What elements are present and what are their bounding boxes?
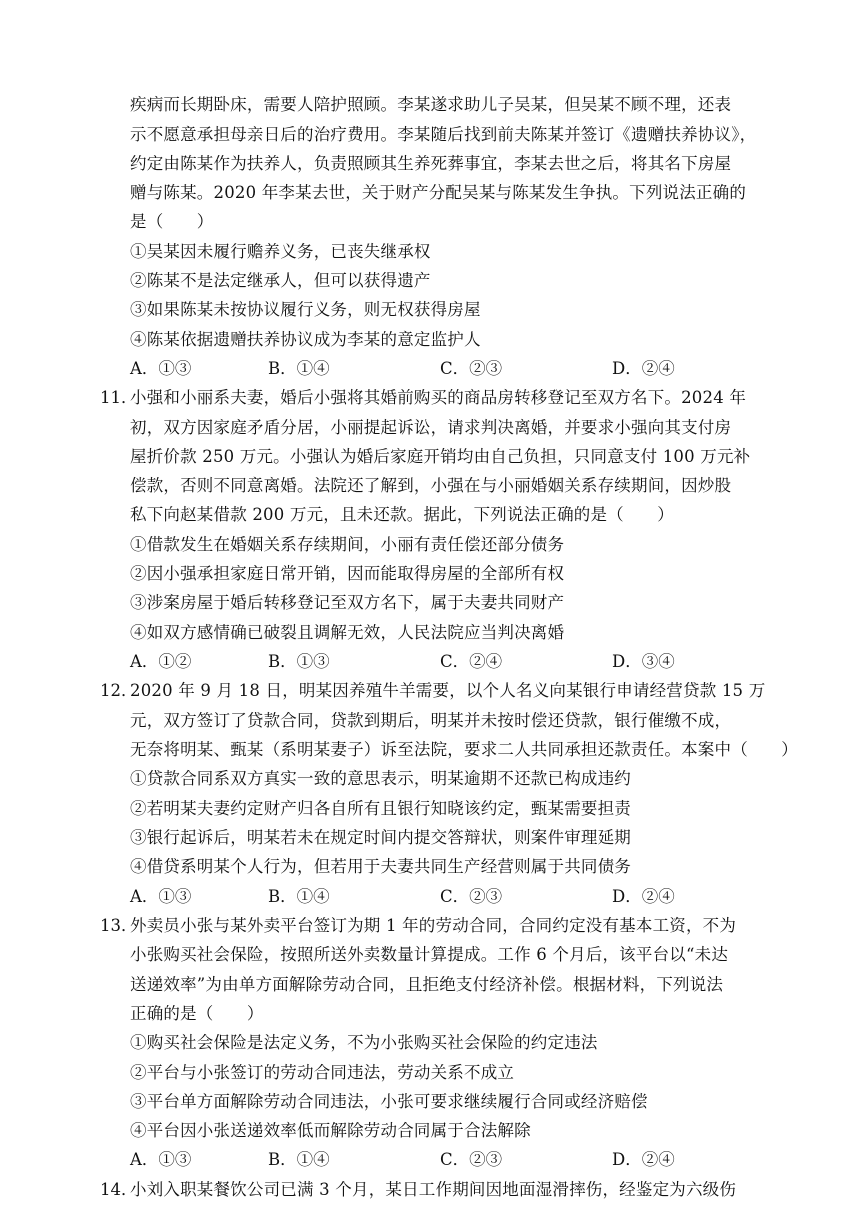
q10-statement-3: ③如果陈某未按协议履行义务，则无权获得房屋 bbox=[130, 300, 481, 319]
q11-stem-line-5: 私下向赵某借款 200 万元，且未还款。据此，下列说法正确的是（ ） bbox=[130, 505, 674, 524]
q11-stem-line-2: 初，双方因家庭矛盾分居，小丽提起诉讼，请求判决离婚，并要求小强向其支付房 bbox=[130, 418, 732, 437]
q11-option-c: C．②④ bbox=[440, 652, 503, 671]
q14-stem-line-1: 小刘入职某餐饮公司已满 3 个月，某日工作期间因地面湿滑摔伤，经鉴定为六级伤 bbox=[130, 1180, 737, 1199]
q12-statement-3: ③银行起诉后，明某若未在规定时间内提交答辩状，则案件审理延期 bbox=[130, 828, 631, 847]
q13-options bbox=[130, 1150, 690, 1170]
q12-stem-line-2: 元，双方签订了贷款合同，贷款到期后，明某并未按时偿还贷款，银行催缴不成， bbox=[130, 711, 732, 730]
q13-statement-4: ④平台因小张送递效率低而解除劳动合同属于合法解除 bbox=[130, 1121, 531, 1140]
q11-options bbox=[130, 652, 690, 672]
q12-statement-2: ②若明某夫妻约定财产归各自所有且银行知晓该约定，甄某需要担责 bbox=[130, 799, 631, 818]
q12-option-c: C．②③ bbox=[440, 887, 503, 906]
q10-stem-line-4: 赠与陈某。2020 年李某去世，关于财产分配吴某与陈某发生争执。下列说法正确的 bbox=[130, 183, 747, 202]
q13-option-a: A．①③ bbox=[130, 1150, 192, 1169]
q11-stem-line-1: 小强和小丽系夫妻，婚后小强将其婚前购买的商品房转移登记至双方名下。2024 年 bbox=[130, 388, 747, 407]
q10-option-b: B．①④ bbox=[268, 359, 330, 378]
q11-option-d: D．③④ bbox=[612, 652, 675, 671]
q10-option-d: D．②④ bbox=[612, 359, 675, 378]
q12-option-d: D．②④ bbox=[612, 887, 675, 906]
q13-statement-1: ①购买社会保险是法定义务，不为小张购买社会保险的约定违法 bbox=[130, 1033, 598, 1052]
q11-statement-4: ④如双方感情确已破裂且调解无效，人民法院应当判决离婚 bbox=[130, 623, 565, 642]
q13-stem-line-3: 送递效率”为由单方面解除劳动合同，且拒绝支付经济补偿。根据材料，下列说法 bbox=[130, 975, 724, 994]
q10-stem-line-1: 疾病而长期卧床，需要人陪护照顾。李某遂求助儿子吴某，但吴某不顾不理，还表 bbox=[130, 95, 732, 114]
q13-statement-3: ③平台单方面解除劳动合同违法，小张可要求继续履行合同或经济赔偿 bbox=[130, 1092, 648, 1111]
q10-option-a: A．①③ bbox=[130, 359, 192, 378]
q11-option-b: B．①③ bbox=[268, 652, 330, 671]
q12-option-a: A．①③ bbox=[130, 887, 192, 906]
q11-number: 11． bbox=[100, 388, 138, 407]
q13-option-b: B．①④ bbox=[268, 1150, 330, 1169]
q12-statement-1: ①贷款合同系双方真实一致的意思表示，明某逾期不还款已构成违约 bbox=[130, 769, 631, 788]
q12-stem-line-1: 2020 年 9 月 18 日，明某因养殖牛羊需要，以个人名义向某银行申请经营贷款 15 万 bbox=[130, 681, 766, 700]
q12-option-b: B．①④ bbox=[268, 887, 330, 906]
q13-option-d: D．②④ bbox=[612, 1150, 675, 1169]
q10-stem-line-5: 是（ ） bbox=[130, 212, 214, 231]
q10-statement-2: ②陈某不是法定继承人，但可以获得遗产 bbox=[130, 271, 431, 290]
q11-statement-2: ②因小强承担家庭日常开销，因而能取得房屋的全部所有权 bbox=[130, 564, 565, 583]
q11-option-a: A．①② bbox=[130, 652, 192, 671]
q10-option-c: C．②③ bbox=[440, 359, 503, 378]
q12-statement-4: ④借贷系明某个人行为，但若用于夫妻共同生产经营则属于共同债务 bbox=[130, 857, 631, 876]
q13-stem-line-4: 正确的是（ ） bbox=[130, 1004, 264, 1023]
q10-stem-line-2: 示不愿意承担母亲日后的治疗费用。李某随后找到前夫陈某并签订《遗赠扶养协议》， bbox=[130, 125, 757, 144]
q11-statement-3: ③涉案房屋于婚后转移登记至双方名下，属于夫妻共同财产 bbox=[130, 593, 565, 612]
q10-statement-1: ①吴某因未履行赡养义务，已丧失继承权 bbox=[130, 242, 431, 261]
q12-number: 12． bbox=[100, 681, 138, 700]
q10-statement-4: ④陈某依据遗赠扶养协议成为李某的意定监护人 bbox=[130, 330, 481, 349]
q14-number: 14． bbox=[100, 1180, 138, 1199]
q13-number: 13． bbox=[100, 916, 138, 935]
q13-option-c: C．②③ bbox=[440, 1150, 503, 1169]
q13-statement-2: ②平台与小张签订的劳动合同违法，劳动关系不成立 bbox=[130, 1063, 515, 1082]
q12-options bbox=[130, 887, 690, 907]
q11-stem-line-3: 屋折价款 250 万元。小强认为婚后家庭开销均由自己负担，只同意支付 100 万元补 bbox=[130, 447, 751, 466]
q11-statement-1: ①借款发生在婚姻关系存续期间，小丽有责任偿还部分债务 bbox=[130, 535, 565, 554]
q13-stem-line-1: 外卖员小张与某外卖平台签订为期 1 年的劳动合同，合同约定没有基本工资，不为 bbox=[130, 916, 737, 935]
q12-stem-line-3: 无奈将明某、甄某（系明某妻子）诉至法院，要求二人共同承担还款责任。本案中（ ） bbox=[130, 740, 798, 759]
q13-stem-line-2: 小张购买社会保险，按照所送外卖数量计算提成。工作 6 个月后，该平台以“未达 bbox=[130, 945, 729, 964]
q10-stem-line-3: 约定由陈某作为扶养人，负责照顾其生养死葬事宜，李某去世之后，将其名下房屋 bbox=[130, 154, 732, 173]
q10-options bbox=[130, 359, 690, 379]
q11-stem-line-4: 偿款，否则不同意离婚。法院还了解到，小强在与小丽婚姻关系存续期间，因炒股 bbox=[130, 476, 732, 495]
